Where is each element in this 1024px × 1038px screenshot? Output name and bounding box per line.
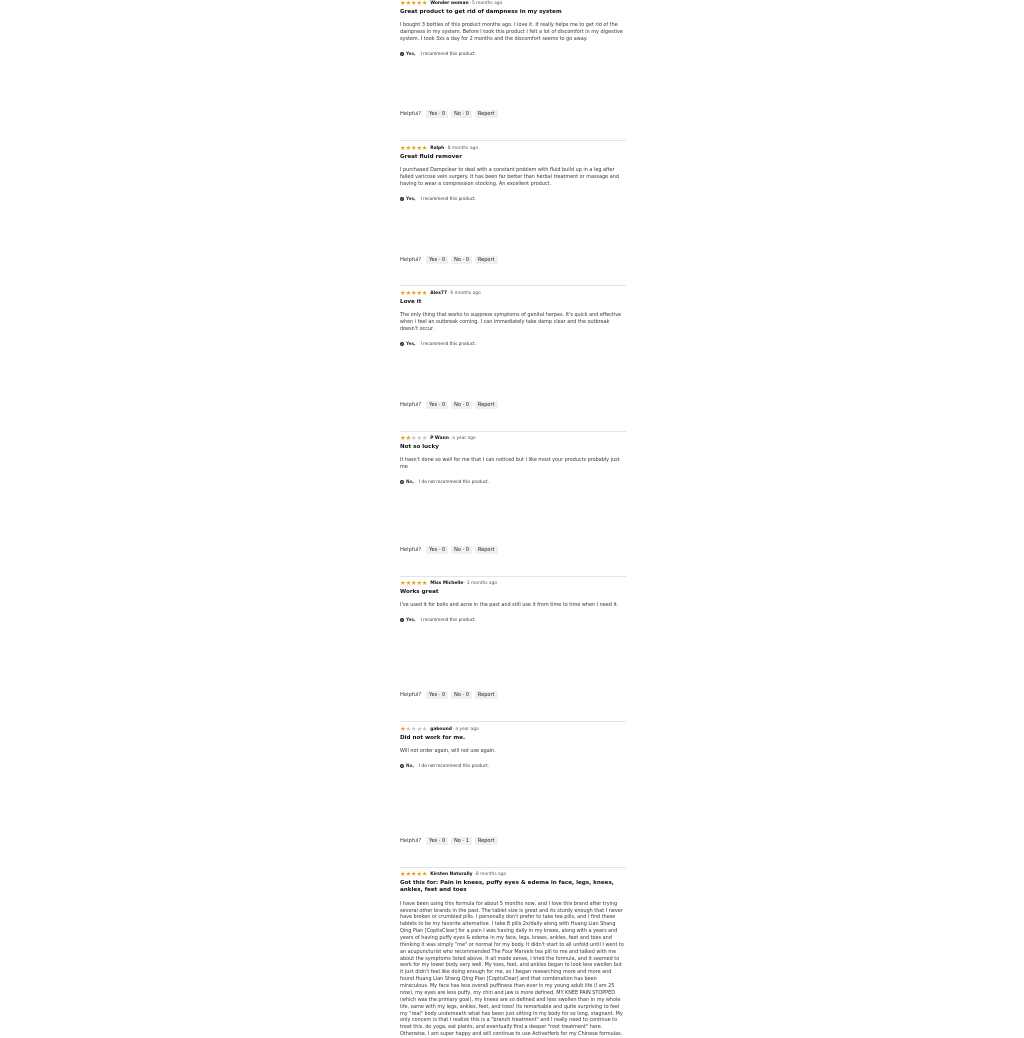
vote-yes-button[interactable]: Yes · 0 [426, 837, 448, 845]
vote-yes-button[interactable]: Yes · 0 [426, 110, 448, 118]
review-body: It hasn't done so well for me that I can noticed but I like most your products probably just me [400, 457, 620, 471]
recommendation-text: I recommend this product. [420, 195, 477, 201]
star-filled-icon: ★ [400, 0, 406, 8]
star-rating [400, 871, 427, 877]
review-author[interactable]: P Wann [430, 435, 449, 441]
recommendation [400, 196, 626, 202]
recommendation-text: I recommend this product. [420, 50, 477, 56]
star-filled-icon: ★ [416, 0, 422, 8]
review-date: 5 months ago [471, 0, 503, 6]
review [400, 0, 626, 57]
star-rating [400, 0, 427, 6]
star-filled-icon: ★ [416, 579, 422, 588]
review-meta [400, 435, 626, 442]
helpful-label: Helpful? [400, 111, 422, 117]
star-filled-icon: ★ [405, 0, 411, 8]
review-date: 6 months ago [450, 290, 481, 296]
review-divider [400, 721, 626, 722]
star-filled-icon: ★ [410, 144, 417, 153]
star-filled-icon: ★ [416, 289, 422, 298]
review-body: Will not order again, will not use again. [400, 748, 496, 755]
review-body: I purchased Dampclear to deal with a constant problem with fluid build up in a leg after failed varicose vein surgery. It has been far better than herbal treatment or massage and having to wear a compression stocking. An excellent product. [400, 167, 619, 188]
vote-no-button[interactable]: No · 0 [451, 110, 472, 118]
report-button[interactable]: Report [475, 256, 498, 264]
recommendation-answer: Yes, [406, 340, 416, 346]
review-meta [400, 145, 626, 152]
review-title: Got this for: Pain in knees, puffy eyes & edema in face, legs, knees, ankles, feet and toes [400, 880, 614, 894]
star-filled-icon: ★ [410, 870, 417, 879]
helpful-bar [400, 401, 498, 409]
review-date: a year ago [455, 726, 479, 732]
review-body: I've used it for boils and acne in the past and still use it from time to time when I need it. [400, 602, 619, 609]
review-body: I have been using this formula for about 5 months now, and I love this brand after trying several other brands in the past. The tablet size is great and its sturdy enough that I never have broken or crumbled pills. I personally don't prefer to take tea pills, and I find these tablets to be my favorite alternative. I take 8 pills 2x/daily along with Huang Lian Shang Qing Pian [CoptisClear] for a pain I was having daily in my knees, along with a years and years of having puffy eyes & edema in my face, legs, knees, ankles, feet and toes and thinking it was simply "me" or normal for my body. It didn't start to all unfold until I went to an acupuncturist who recommended The Four Marvels tea pill to me and talked with me about the symptoms listed above. It all made sense, I tried the formula, and it seemed to work for my lower body very well. My toes, feet, and ankles began to look less swollen but it just didn't feel like doing enough for me, so I began researching more and more and found Huang Lian Shang Qing Pian [CoptisClear] and that combination has been miraculous. My face has less overall puffiness than ever in my young adult life (I am 25 now), my eyes are less puffy, my chin and jaw is more defined, MY KNEE PAIN STOPPED (which was the primary goal), my knees are so defined and less swollen than in my whole life, same with my legs, ankles, feet, and toes! Its remarkable and quite surprising to feel my "real" body underneath what has been just sitting in my body for so long, stagnant. My only concern is that I realize this is a "branch treatment" and I really need to continue to treat this, do yoga, eat plants, and eventually find a deeper "root treatment" here. Otherwise, I am super happy and will continue to use ActiveHerb for my Chinese formulas. [400, 900, 624, 1038]
star-filled-icon: ★ [400, 579, 406, 588]
star-filled-icon: ★ [405, 870, 411, 879]
star-filled-icon: ★ [400, 144, 406, 153]
review-meta [400, 726, 626, 733]
recommendation [400, 617, 626, 623]
review-divider [400, 140, 626, 141]
separator-dot: · [445, 145, 447, 151]
vote-no-button[interactable]: No · 0 [451, 691, 472, 699]
separator-dot: · [473, 871, 475, 877]
star-filled-icon: ★ [416, 870, 422, 879]
check-icon: ✓ [400, 341, 404, 346]
helpful-bar [400, 546, 498, 554]
separator-dot: · [449, 435, 452, 441]
review-author[interactable]: Miss Michelle [430, 580, 464, 586]
recommendation [400, 51, 626, 57]
star-filled-icon: ★ [421, 289, 428, 298]
star-filled-icon: ★ [421, 870, 428, 879]
star-filled-icon: ★ [405, 579, 411, 588]
review-divider [400, 576, 626, 577]
recommendation-answer: Yes, [406, 195, 416, 201]
review [400, 145, 626, 202]
vote-yes-button[interactable]: Yes · 0 [426, 546, 448, 554]
x-icon: ✕ [400, 479, 404, 484]
helpful-label: Helpful? [400, 838, 422, 844]
helpful-bar [400, 110, 498, 118]
recommendation-text: I do not recommend this product. [418, 479, 490, 485]
review-meta [400, 290, 626, 297]
recommendation [400, 763, 626, 769]
helpful-label: Helpful? [400, 257, 422, 263]
vote-no-button[interactable]: No · 0 [451, 401, 472, 409]
recommendation-answer: No, [406, 763, 414, 769]
report-button[interactable]: Report [475, 837, 498, 845]
review-title: Great fluid remover [400, 154, 462, 160]
review-title: Love it [400, 299, 422, 305]
star-empty-icon: ★ [416, 725, 422, 734]
recommendation-answer: Yes, [406, 50, 416, 56]
review-author[interactable]: Wonder woman [430, 0, 469, 6]
recommendation [400, 479, 626, 485]
review-date: 8 months ago [475, 871, 507, 877]
review-body: The only thing that works to suppress symptoms of genital herpes. It's quick and effective when i feel an outbreak coming, I can immediately take damp clear and the outbreak doesn't occur. [400, 312, 622, 333]
star-filled-icon: ★ [421, 0, 428, 8]
review-body: I bought 3 bottles of this product months ago. I love it. It really helps me to get rid of the dampness in my system. Before I took this product I felt a lot of discomfort in my digestive system. I took 3xs a day for 2 months and the discomfort seems to go away. [400, 22, 623, 43]
x-icon: ✕ [400, 764, 404, 768]
star-rating [400, 580, 427, 586]
review-title: Works great [400, 589, 439, 595]
star-filled-icon: ★ [410, 579, 417, 588]
recommendation-text: I do not recommend this product. [418, 763, 490, 769]
star-rating [400, 435, 427, 441]
review-divider [400, 285, 626, 286]
review-meta [400, 0, 626, 7]
separator-dot: · [452, 726, 455, 732]
review-date: a year ago [452, 435, 476, 441]
recommendation-text: I recommend this product. [420, 340, 477, 346]
star-empty-icon: ★ [421, 725, 428, 734]
vote-yes-button[interactable]: Yes · 0 [426, 691, 448, 699]
star-filled-icon: ★ [416, 144, 422, 153]
vote-no-button[interactable]: No · 0 [451, 256, 472, 264]
review-divider [400, 431, 626, 432]
star-filled-icon: ★ [405, 144, 411, 153]
star-rating [400, 145, 427, 151]
recommendation [400, 341, 626, 347]
review-title: Did not work for me. [400, 735, 466, 741]
review-date: 8 months ago [447, 145, 479, 151]
vote-no-button[interactable]: No · 1 [451, 837, 472, 845]
star-filled-icon: ★ [410, 289, 417, 298]
star-empty-icon: ★ [421, 434, 428, 443]
review [400, 290, 626, 347]
recommendation-text: I recommend this product. [420, 617, 477, 623]
helpful-bar [400, 837, 498, 845]
star-empty-icon: ★ [416, 434, 422, 443]
vote-yes-button[interactable]: Yes · 0 [426, 256, 448, 264]
report-button[interactable]: Report [475, 110, 498, 118]
star-filled-icon: ★ [405, 434, 411, 443]
star-rating [400, 290, 427, 296]
star-filled-icon: ★ [421, 579, 428, 588]
report-button[interactable]: Report [475, 546, 498, 554]
review-author[interactable]: Ralph [430, 145, 445, 151]
review-date: 3 months ago [466, 580, 498, 586]
star-filled-icon: ★ [400, 434, 406, 443]
review-author[interactable]: Kirsten Naturally [430, 871, 473, 877]
review [400, 435, 626, 485]
review-title: Not so lucky [400, 444, 439, 450]
review-meta [400, 580, 626, 587]
vote-no-button[interactable]: No · 0 [451, 546, 472, 554]
review [400, 726, 626, 769]
vote-yes-button[interactable]: Yes · 0 [426, 401, 448, 409]
review-meta [400, 871, 626, 878]
star-filled-icon: ★ [410, 0, 417, 8]
review-author[interactable]: gabound [430, 726, 452, 732]
separator-dot: · [469, 0, 471, 6]
star-empty-icon: ★ [410, 434, 417, 443]
star-empty-icon: ★ [410, 725, 417, 734]
review [400, 871, 626, 1038]
helpful-label: Helpful? [400, 547, 422, 553]
star-filled-icon: ★ [400, 289, 406, 298]
check-icon: ✓ [400, 196, 404, 201]
helpful-bar [400, 256, 498, 264]
star-rating [400, 726, 427, 732]
recommendation-answer: Yes, [406, 617, 416, 623]
separator-dot: · [448, 290, 450, 296]
star-filled-icon: ★ [400, 870, 406, 879]
review-divider [400, 867, 626, 868]
check-icon: ✓ [400, 51, 404, 56]
review-author[interactable]: Alex77 [430, 290, 448, 296]
separator-dot: · [464, 580, 466, 586]
review-title: Great product to get rid of dampness in my system [400, 9, 562, 15]
helpful-label: Helpful? [400, 402, 422, 408]
star-filled-icon: ★ [400, 725, 406, 734]
helpful-label: Helpful? [400, 692, 422, 698]
report-button[interactable]: Report [475, 401, 498, 409]
recommendation-answer: No, [406, 479, 414, 485]
star-filled-icon: ★ [421, 144, 428, 153]
review [400, 580, 626, 623]
check-icon: ✓ [400, 618, 404, 622]
report-button[interactable]: Report [475, 691, 498, 699]
helpful-bar [400, 691, 498, 699]
star-empty-icon: ★ [405, 725, 411, 734]
star-filled-icon: ★ [405, 289, 411, 298]
